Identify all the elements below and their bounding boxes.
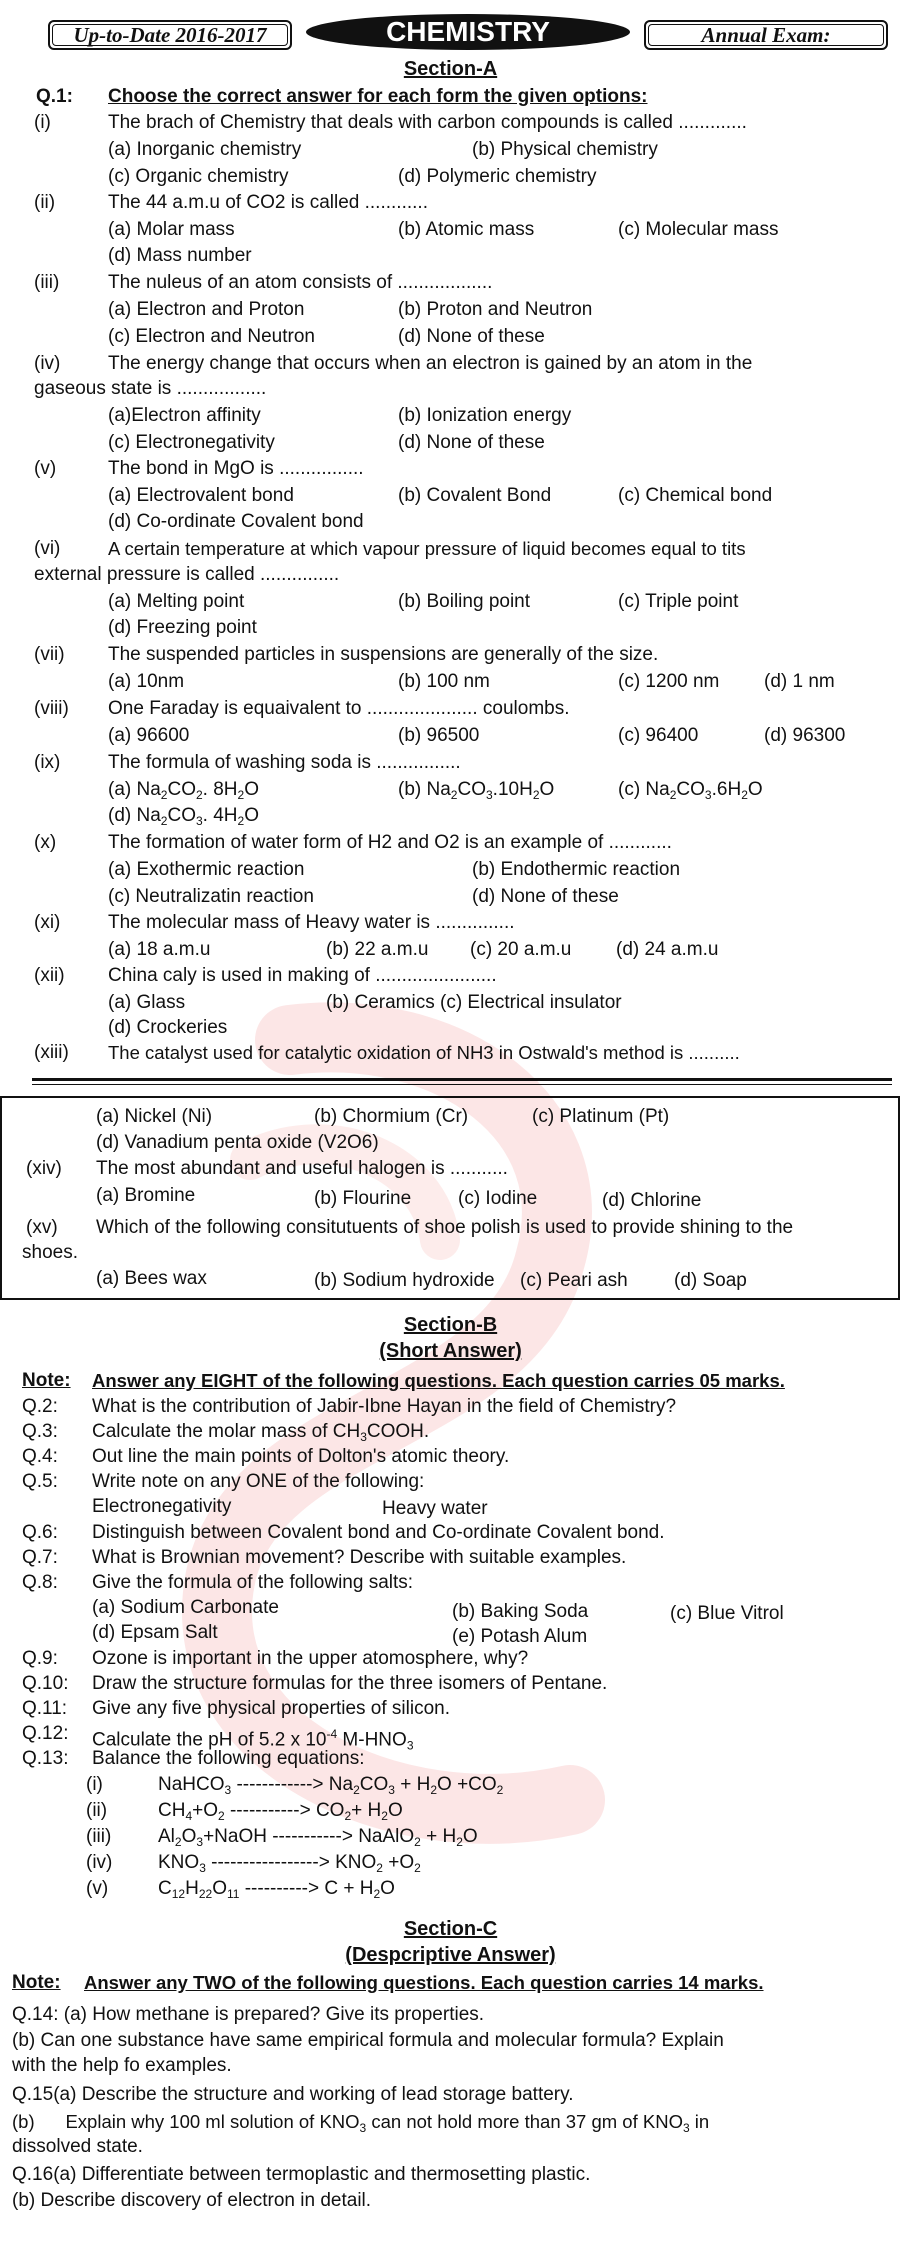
mcq-option: (d) $Na_2CO_3$. $4H_2O$ xyxy=(108,805,259,828)
q5-option: Electronegativity xyxy=(92,1496,232,1517)
question-text: Calculate the molar mass of $CH_3COOH$. xyxy=(92,1421,430,1444)
note-label: Note: xyxy=(12,1972,61,1993)
mcq-question-cont: external pressure is called ............... xyxy=(34,564,340,585)
mcq-number: (i) xyxy=(34,112,51,133)
mcq-option: (d) Chlorine xyxy=(602,1190,702,1211)
question-number: Q.13: xyxy=(22,1748,69,1769)
mcq-question: The bond in MgO is ................ xyxy=(108,458,364,479)
mcq-option: (c) Electronegativity xyxy=(108,432,275,453)
mcq-option: (d) 1 nm xyxy=(764,671,835,692)
question-text: What is Brownian movement? Describe with suitable examples. xyxy=(92,1547,627,1568)
mcq-number: (vii) xyxy=(34,644,65,665)
mcq-option: (d) Vanadium penta oxide (V2O6) xyxy=(96,1132,379,1153)
q1-instruction: Choose the correct answer for each form the given options: xyxy=(108,86,648,107)
section-b-note: Answer any EIGHT of the following questions. Each question carries 05 marks. xyxy=(92,1370,785,1391)
question-text: Calculate the pH of 5.2 x $10^{-4}$ $M-HNO_3$ xyxy=(92,1727,414,1753)
question-number: Q.6: xyxy=(22,1522,58,1543)
mcq-option: (b) Atomic mass xyxy=(398,219,535,240)
mcq-question: The formula of washing soda is ................ xyxy=(108,752,461,773)
mcq-option: (a) Melting point xyxy=(108,591,245,612)
mcq-number: (viii) xyxy=(34,698,69,719)
question-text: Give any five physical properties of silicon. xyxy=(92,1698,450,1719)
equation: NaHCO$_3$ ------------> $Na_2CO_3 + H_2O +CO_2$ xyxy=(158,1774,504,1797)
mcq-option: (c) Iodine xyxy=(458,1188,538,1209)
mcq-option: (b) Covalent Bond xyxy=(398,485,552,506)
mcq-option: (c) Platinum (Pt) xyxy=(532,1106,670,1127)
section-c-line: (b) Can one substance have same empirical formula and molecular formula? Explain xyxy=(12,2030,724,2051)
section-c-line: (b) Describe discovery of electron in detail. xyxy=(12,2190,372,2211)
mcq-option: (c) Triple point xyxy=(618,591,739,612)
mcq-option: (b) Sodium hydroxide xyxy=(314,1270,495,1291)
section-c-title: Section-C xyxy=(403,1918,498,1940)
mcq-option: (a) Glass xyxy=(108,992,186,1013)
mcq-option: (a) Inorganic chemistry xyxy=(108,139,302,160)
mcq-question: The most abundant and useful halogen is ........... xyxy=(96,1158,508,1179)
mcq-option: (b) Ionization energy xyxy=(398,405,572,426)
mcq-question: One Faraday is equaivalent to ..................... coulombs. xyxy=(108,698,570,719)
divider xyxy=(32,1084,892,1085)
equation: $CH_4+O_2$ -----------> $CO_2+ H_2O$ xyxy=(158,1800,403,1823)
question-number: Q.10: xyxy=(22,1673,69,1694)
mcq-option: (d) Soap xyxy=(674,1270,747,1291)
section-c-subtitle: (Despcriptive Answer) xyxy=(345,1944,556,1966)
mcq-option: (c) Neutralizatin reaction xyxy=(108,886,314,907)
mcq-option: (b) Chormium (Cr) xyxy=(314,1106,469,1127)
mcq-option: (a) Nickel (Ni) xyxy=(96,1106,213,1127)
mcq-number: (iv) xyxy=(34,353,61,374)
section-c-line: (b) Explain why 100 ml solution of $KNO_3$ can not hold more than 37 gm of $KNO_3$ in xyxy=(12,2111,710,2135)
equation: $KNO_3$ -----------------> $KNO_2 +O_2$ xyxy=(158,1852,421,1875)
subject-title: CHEMISTRY xyxy=(306,14,630,50)
mcq-option: (a) $Na_2CO_2$. $8H_2O$ xyxy=(108,779,259,802)
mcq-question: China caly is used in making of ....................... xyxy=(108,965,497,986)
section-b-subtitle: (Short Answer) xyxy=(379,1340,522,1362)
mcq-option: (d) 96300 xyxy=(764,725,846,746)
mcq-option: (c) Chemical bond xyxy=(618,485,773,506)
question-text: Ozone is important in the upper atomosphere, why? xyxy=(92,1648,529,1669)
mcq-question: The 44 a.m.u of CO2 is called ............ xyxy=(108,192,428,213)
mcq-option: (c) Electron and Neutron xyxy=(108,326,315,347)
q8-option: (b) Baking Soda xyxy=(452,1601,589,1622)
question-text: Balance the following equations: xyxy=(92,1748,365,1769)
question-number: Q.8: xyxy=(22,1572,58,1593)
divider xyxy=(32,1078,892,1081)
question-text: Give the formula of the following salts: xyxy=(92,1572,414,1593)
question-text: Write note on any ONE of the following: xyxy=(92,1471,425,1492)
mcq-option: (b) Proton and Neutron xyxy=(398,299,593,320)
mcq-option: (a) Molar mass xyxy=(108,219,235,240)
mcq-number: (v) xyxy=(34,458,57,479)
mcq-option: (b) $Na_2CO_3.10H_2O$ xyxy=(398,779,555,802)
exam-header xyxy=(48,14,888,52)
section-c-line: Q.14: (a) How methane is prepared? Give its properties. xyxy=(12,2004,485,2025)
q8-option: (c) Blue Vitrol xyxy=(670,1603,784,1624)
mcq-question: The formation of water form of H2 and O2 is an example of ............ xyxy=(108,832,672,853)
mcq-option: (b) Endothermic reaction xyxy=(472,859,681,880)
q8-option: (e) Potash Alum xyxy=(452,1626,588,1647)
mcq-number: (xv) xyxy=(26,1217,58,1238)
mcq-option: (a) 18 a.m.u xyxy=(108,939,211,960)
question-number: Q.7: xyxy=(22,1547,58,1568)
section-c-line: dissolved state. xyxy=(12,2136,143,2157)
mcq-question: The molecular mass of Heavy water is ............... xyxy=(108,912,515,933)
mcq-question: The nuleus of an atom consists of .................. xyxy=(108,272,493,293)
section-c-line: Q.16(a) Differentiate between termoplastic and thermosetting plastic. xyxy=(12,2164,591,2185)
mcq-option: (a) Bees wax xyxy=(96,1268,207,1289)
mcq-option: (b) Physical chemistry xyxy=(472,139,658,160)
mcq-number: (x) xyxy=(34,832,57,853)
mcq-option: (c) Peari ash xyxy=(520,1270,628,1291)
equation-number: (v) xyxy=(86,1878,109,1899)
mcq-number: (xii) xyxy=(34,965,65,986)
year-badge: Up-to-Date 2016-2017 xyxy=(48,20,292,50)
question-text: What is the contribution of Jabir-Ibne Hayan in the field of Chemistry? xyxy=(92,1396,677,1417)
mcq-option: (a) Electron and Proton xyxy=(108,299,305,320)
mcq-number: (ix) xyxy=(34,752,61,773)
mcq-question: A certain temperature at which vapour pressure of liquid becomes equal to tits xyxy=(108,538,746,559)
q5-option: Heavy water xyxy=(382,1498,488,1519)
mcq-question-cont: shoes. xyxy=(22,1242,78,1263)
section-a-title: Section-A xyxy=(403,58,498,80)
equation-number: (i) xyxy=(86,1774,103,1795)
q8-option: (d) Epsam Salt xyxy=(92,1622,218,1643)
mcq-question: The energy change that occurs when an electron is gained by an atom in the xyxy=(108,353,753,374)
mcq-option: (d) Polymeric chemistry xyxy=(398,166,597,187)
mcq-option: (b) Flourine xyxy=(314,1188,412,1209)
note-label: Note: xyxy=(22,1370,71,1391)
mcq-option: (c) 1200 nm xyxy=(618,671,720,692)
section-c-note: Answer any TWO of the following questions. Each question carries 14 marks. xyxy=(84,1972,764,1993)
mcq-option: (d) None of these xyxy=(398,326,545,347)
mcq-option: (d) 24 a.m.u xyxy=(616,939,719,960)
question-text: Distinguish between Covalent bond and Co-ordinate Covalent bond. xyxy=(92,1522,665,1543)
mcq-number: (ii) xyxy=(34,192,56,213)
mcq-option: (b) 96500 xyxy=(398,725,480,746)
equation: $Al_2O_3+NaOH$ -----------> NaAlO$_2$ + $H_2O$ xyxy=(158,1826,478,1849)
mcq-option: (d) None of these xyxy=(398,432,545,453)
mcq-option: (d) Crockeries xyxy=(108,1017,228,1038)
mcq-option: (d) Co-ordinate Covalent bond xyxy=(108,511,364,532)
mcq-question: The brach of Chemistry that deals with carbon compounds is called ............. xyxy=(108,112,747,133)
mcq-option: (b) Boiling point xyxy=(398,591,531,612)
question-text: Draw the structure formulas for the three isomers of Pentane. xyxy=(92,1673,608,1694)
mcq-question: The suspended particles in suspensions are generally of the size. xyxy=(108,644,659,665)
question-number: Q.12: xyxy=(22,1723,69,1744)
q1-number: Q.1: xyxy=(36,86,73,107)
mcq-number: (xiii) xyxy=(34,1042,69,1063)
equation-number: (ii) xyxy=(86,1800,108,1821)
question-number: Q.9: xyxy=(22,1648,58,1669)
section-b-title: Section-B xyxy=(403,1314,498,1336)
mcq-question: Which of the following consitutuents of shoe polish is used to provide shining to the xyxy=(96,1217,794,1238)
section-c-line: Q.15(a) Describe the structure and working of lead storage battery. xyxy=(12,2084,574,2105)
question-number: Q.5: xyxy=(22,1471,58,1492)
mcq-option: (a) Electrovalent bond xyxy=(108,485,294,506)
mcq-option: (b) 22 a.m.u xyxy=(326,939,429,960)
mcq-number: (iii) xyxy=(34,272,60,293)
mcq-number: (xiv) xyxy=(26,1158,62,1179)
question-number: Q.4: xyxy=(22,1446,58,1467)
mcq-option: (a)Electron affinity xyxy=(108,405,261,426)
mcq-option: (c) 96400 xyxy=(618,725,699,746)
mcq-option: (a) Exothermic reaction xyxy=(108,859,305,880)
mcq-number: (xi) xyxy=(34,912,61,933)
mcq-option: (c) Electrical insulator xyxy=(440,992,622,1013)
question-text: Out line the main points of Dolton's atomic theory. xyxy=(92,1446,510,1467)
mcq-option: (d) Freezing point xyxy=(108,617,257,638)
question-number: Q.2: xyxy=(22,1396,58,1417)
mcq-option: (b) 100 nm xyxy=(398,671,490,692)
mcq-option: (d) Mass number xyxy=(108,245,252,266)
mcq-option: (c) Organic chemistry xyxy=(108,166,289,187)
equation-number: (iii) xyxy=(86,1826,112,1847)
mcq-number: (vi) xyxy=(34,538,61,559)
mcq-option: (a) 10nm xyxy=(108,671,185,692)
mcq-option: (c) 20 a.m.u xyxy=(470,939,572,960)
mcq-option: (b) Ceramics xyxy=(326,992,435,1013)
mcq-option: (a) Bromine xyxy=(96,1185,196,1206)
mcq-option: (c) $Na_2CO_3.6H_2O$ xyxy=(618,779,763,802)
q8-option: (a) Sodium Carbonate xyxy=(92,1597,279,1618)
section-c-line: with the help fo examples. xyxy=(12,2055,232,2076)
equation-number: (iv) xyxy=(86,1852,113,1873)
question-number: Q.3: xyxy=(22,1421,58,1442)
mcq-option: (d) None of these xyxy=(472,886,619,907)
question-number: Q.11: xyxy=(22,1698,68,1719)
exam-badge: Annual Exam: xyxy=(644,20,888,50)
equation: $C_{12}H_{22}O_{11}$ ----------> $C + H_2O$ xyxy=(158,1878,395,1901)
mcq-option: (a) 96600 xyxy=(108,725,190,746)
mcq-option: (c) Molecular mass xyxy=(618,219,779,240)
mcq-question: The catalyst used for catalytic oxidation of NH3 in Ostwald's method is .......... xyxy=(108,1042,740,1063)
mcq-question-cont: gaseous state is ................. xyxy=(34,378,267,399)
